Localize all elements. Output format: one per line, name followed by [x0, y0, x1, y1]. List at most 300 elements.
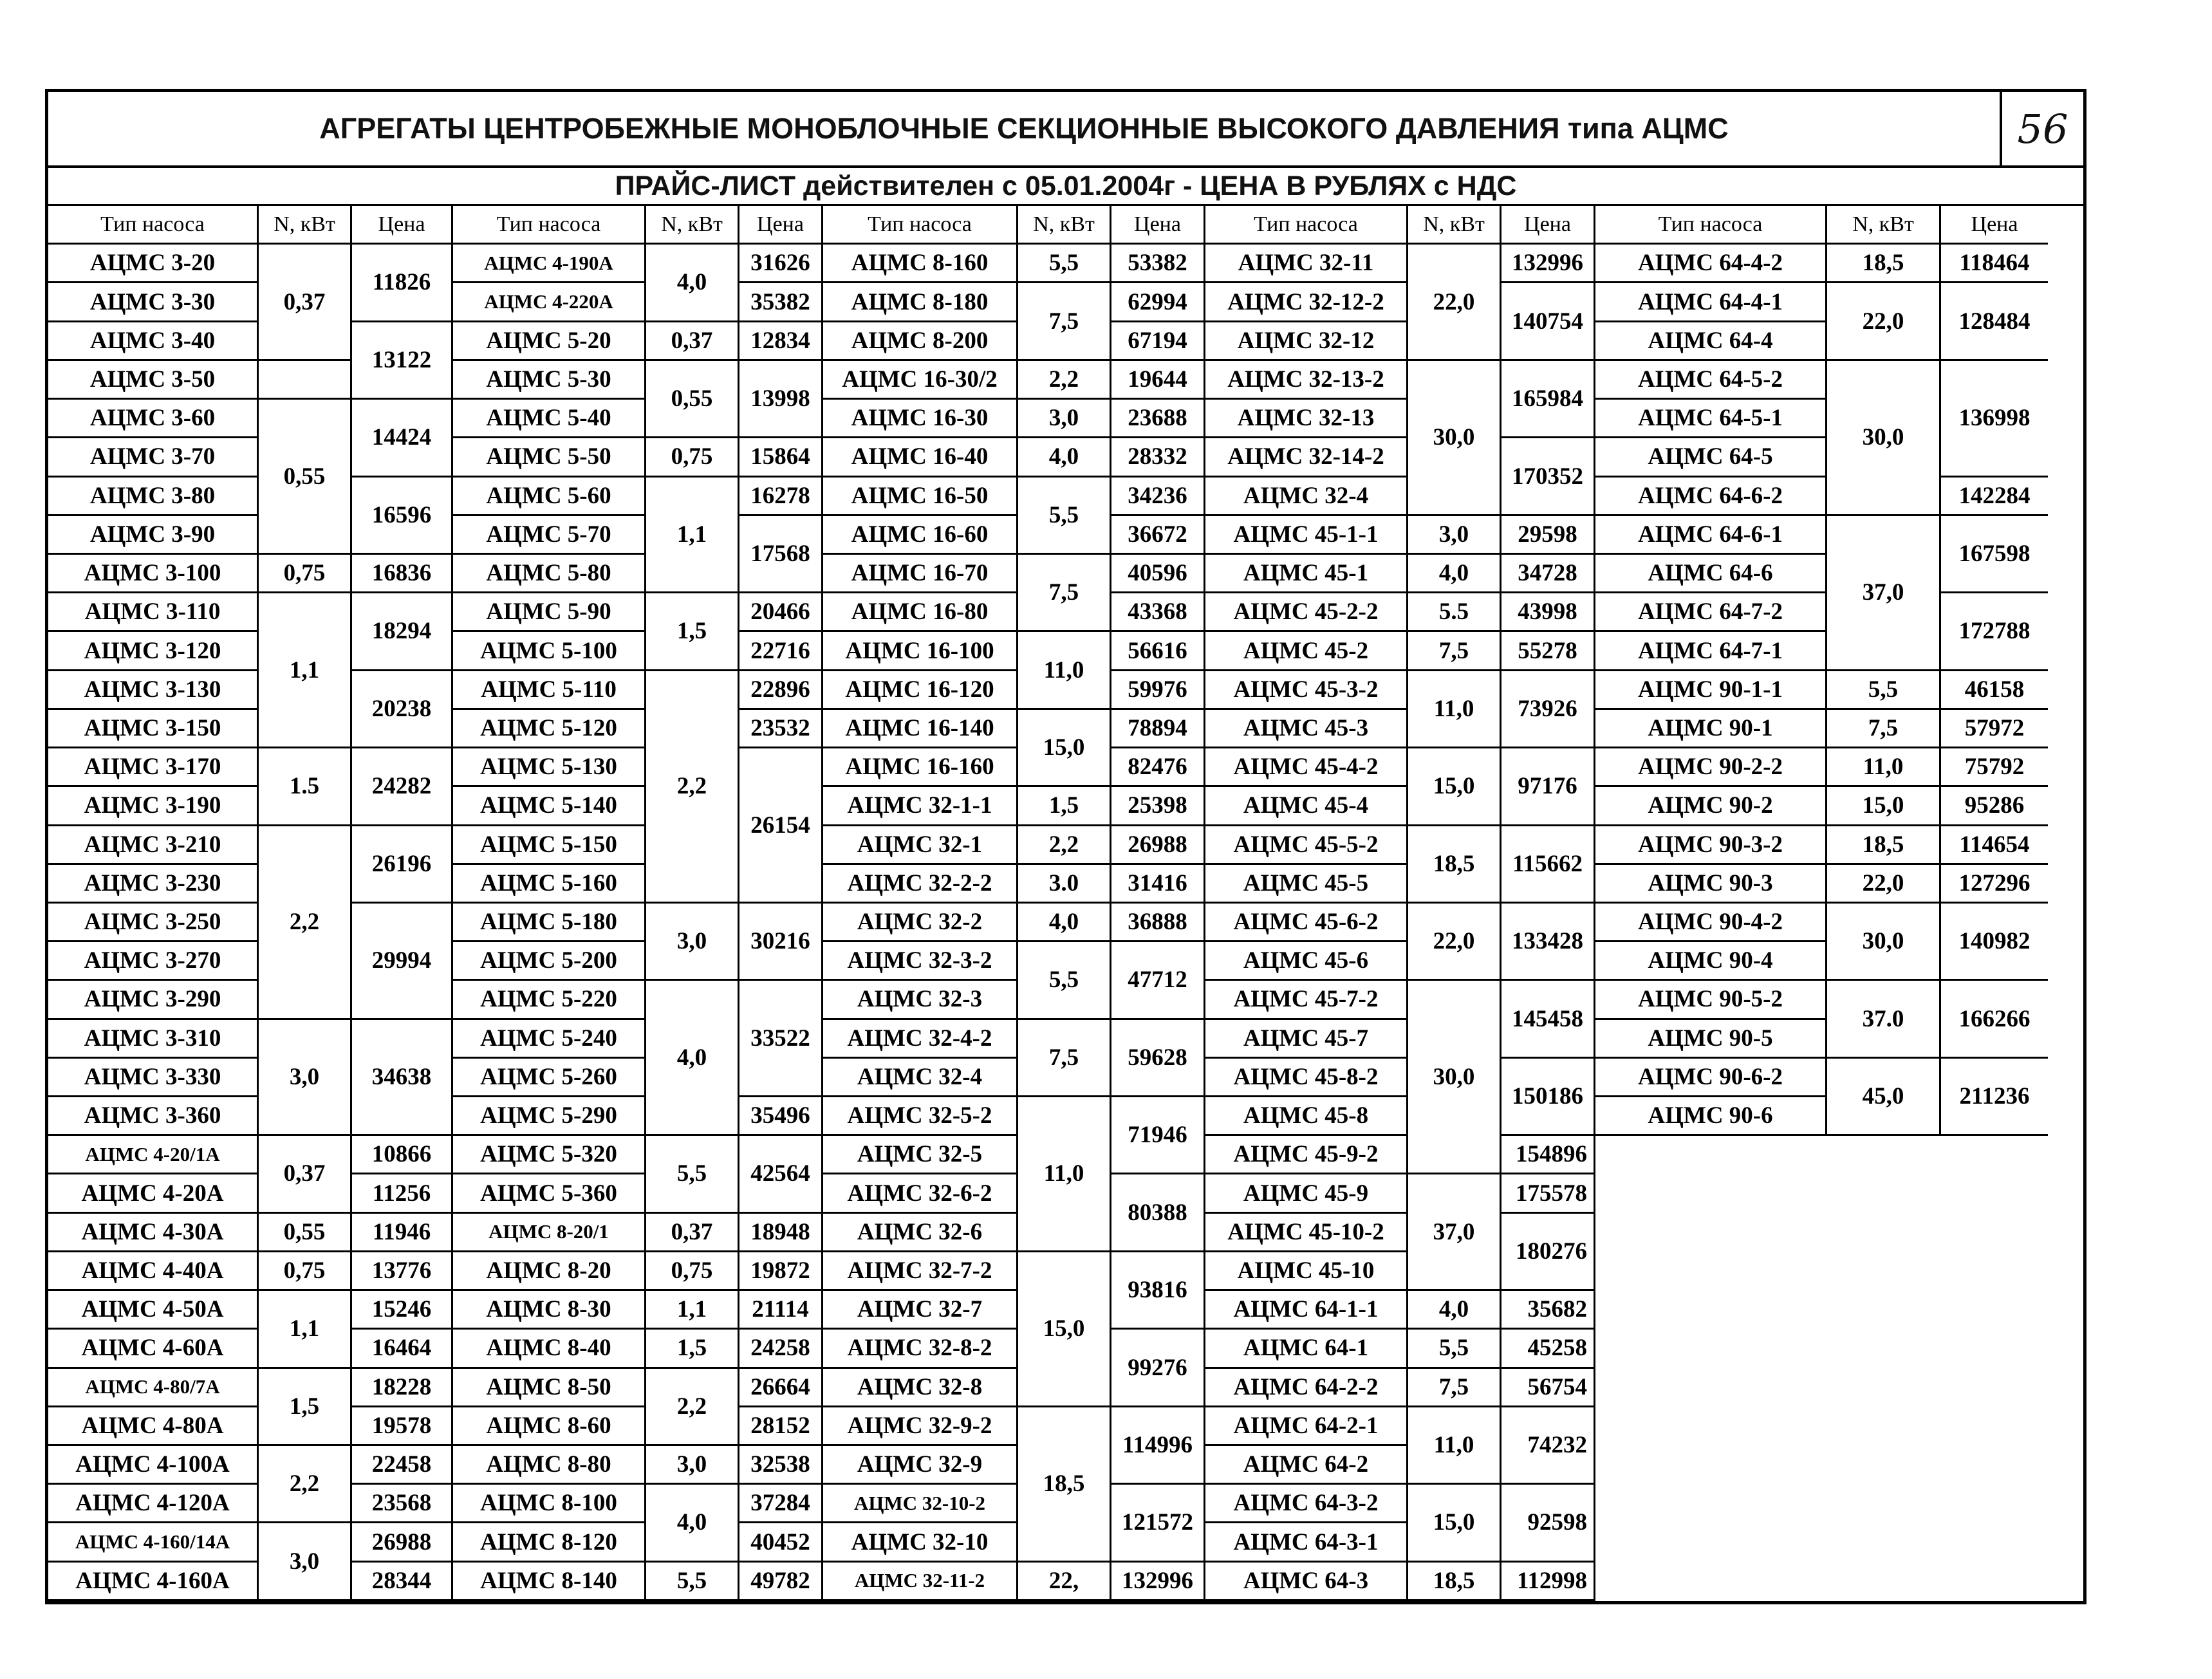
- power-kw-cell: 11,0: [1018, 632, 1111, 709]
- power-kw-cell: 0,55: [259, 400, 352, 555]
- power-kw-cell: 0,55: [646, 361, 739, 438]
- pump-type-cell: АЦМС 5-240: [453, 1020, 646, 1059]
- price-cell: 14424: [352, 400, 453, 477]
- pump-type-cell: АЦМС 3-40: [48, 322, 259, 361]
- power-kw-cell: 3,0: [646, 1446, 739, 1485]
- pump-type-cell: АЦМС 32-9: [823, 1446, 1018, 1485]
- pump-type-cell: АЦМС 5-200: [453, 942, 646, 981]
- power-kw-cell: 2,2: [646, 671, 739, 904]
- pump-type-cell: АЦМС 3-190: [48, 787, 259, 826]
- pump-type-cell: АЦМС 3-150: [48, 710, 259, 748]
- pump-type-cell: АЦМС 5-290: [453, 1097, 646, 1136]
- pump-type-cell: АЦМС 3-170: [48, 748, 259, 787]
- pump-type-cell: АЦМС 32-9-2: [823, 1407, 1018, 1446]
- pump-type-cell: АЦМС 16-50: [823, 478, 1018, 516]
- price-cell: 29598: [1501, 516, 1595, 555]
- pump-type-cell: АЦМС 3-230: [48, 865, 259, 904]
- price-cell: 47712: [1111, 942, 1205, 1019]
- power-kw-cell: 15,0: [1408, 1485, 1501, 1562]
- power-kw-cell: 0,55: [259, 1214, 352, 1252]
- price-cell: 13998: [739, 361, 823, 438]
- price-cell: 15864: [739, 438, 823, 477]
- pump-type-cell: АЦМС 90-2: [1595, 787, 1827, 826]
- pump-type-cell: АЦМС 5-20: [453, 322, 646, 361]
- pump-type-cell: АЦМС 32-11: [1205, 245, 1408, 283]
- power-kw-cell: 0,37: [259, 1136, 352, 1213]
- power-kw-cell: 2,2: [259, 1446, 352, 1523]
- price-cell: 24282: [352, 748, 453, 826]
- price-cell: 31626: [739, 245, 823, 283]
- price-cell: 18228: [352, 1369, 453, 1407]
- price-cell: 59628: [1111, 1020, 1205, 1097]
- power-kw-cell: 30,0: [1827, 904, 1941, 981]
- pump-type-cell: АЦМС 32-7: [823, 1291, 1018, 1330]
- pump-type-cell: АЦМС 64-4-1: [1595, 283, 1827, 322]
- power-kw-cell: 0,37: [646, 322, 739, 361]
- pump-type-cell: АЦМС 32-8-2: [823, 1330, 1018, 1368]
- price-table-wrap: [48, 206, 2083, 1601]
- price-cell: 19578: [352, 1407, 453, 1446]
- pump-type-cell: АЦМС 45-5-2: [1205, 826, 1408, 865]
- pump-type-cell: АЦМС 5-260: [453, 1059, 646, 1097]
- pump-type-cell: АЦМС 3-100: [48, 555, 259, 593]
- pump-type-cell: АЦМС 3-110: [48, 593, 259, 632]
- pump-type-cell: АЦМС 8-180: [823, 283, 1018, 322]
- pump-type-cell: АЦМС 5-110: [453, 671, 646, 710]
- pump-type-cell: АЦМС 16-30: [823, 400, 1018, 438]
- pump-type-cell: АЦМС 3-270: [48, 942, 259, 981]
- price-cell: 92598: [1501, 1485, 1595, 1562]
- pump-type-cell: АЦМС 45-8-2: [1205, 1059, 1408, 1097]
- pump-type-cell: АЦМС 45-3-2: [1205, 671, 1408, 710]
- pump-type-cell: АЦМС 16-40: [823, 438, 1018, 477]
- pump-type-cell: АЦМС 3-50: [48, 361, 259, 400]
- price-cell: 16464: [352, 1330, 453, 1368]
- pump-type-cell: АЦМС 64-7-1: [1595, 632, 1827, 671]
- pump-type-cell: АЦМС 45-4: [1205, 787, 1408, 826]
- power-kw-cell: 45,0: [1827, 1059, 1941, 1136]
- pump-type-cell: АЦМС 32-12-2: [1205, 283, 1408, 322]
- pump-type-cell: АЦМС 32-10-2: [823, 1485, 1018, 1523]
- pump-type-cell: АЦМС 32-1-1: [823, 787, 1018, 826]
- price-cell: 16278: [739, 478, 823, 516]
- power-kw-cell: 0,75: [646, 438, 739, 477]
- pump-type-cell: АЦМС 8-100: [453, 1485, 646, 1523]
- price-cell: 45258: [1501, 1330, 1595, 1368]
- price-cell: 121572: [1111, 1485, 1205, 1562]
- pump-type-cell: АЦМС 45-7-2: [1205, 981, 1408, 1019]
- price-cell: 53382: [1111, 245, 1205, 283]
- column-header-price: Цена: [1111, 206, 1205, 245]
- price-cell: 11256: [352, 1174, 453, 1213]
- pump-type-cell: АЦМС 64-4: [1595, 322, 1827, 361]
- pump-type-cell: АЦМС 16-30/2: [823, 361, 1018, 400]
- pump-type-cell: АЦМС 3-210: [48, 826, 259, 865]
- pump-type-cell: АЦМС 8-140: [453, 1563, 646, 1601]
- power-kw-cell: 2,2: [259, 826, 352, 1020]
- pump-type-cell: АЦМС 32-2-2: [823, 865, 1018, 904]
- pump-type-cell: АЦМС 8-200: [823, 322, 1018, 361]
- pump-type-cell: АЦМС 45-4-2: [1205, 748, 1408, 787]
- price-cell: 23568: [352, 1485, 453, 1523]
- power-kw-cell: 5,5: [646, 1563, 739, 1601]
- power-kw-cell: 7,5: [1408, 1369, 1501, 1407]
- power-kw-cell: 3.0: [1018, 865, 1111, 904]
- pump-type-cell: АЦМС 32-6-2: [823, 1174, 1018, 1213]
- pump-type-cell: АЦМС 5-40: [453, 400, 646, 438]
- price-cell: 17568: [739, 516, 823, 593]
- pump-type-cell: АЦМС 64-5: [1595, 438, 1827, 477]
- power-kw-cell: 4,0: [1018, 904, 1111, 942]
- price-cell: 18948: [739, 1214, 823, 1252]
- power-kw-cell: 30,0: [1408, 361, 1501, 516]
- pump-type-cell: АЦМС 5-70: [453, 516, 646, 555]
- power-kw-cell: 11,0: [1408, 1407, 1501, 1485]
- power-kw-cell: 7,5: [1408, 632, 1501, 671]
- power-kw-cell: 0,37: [646, 1214, 739, 1252]
- pump-type-cell: АЦМС 32-3: [823, 981, 1018, 1019]
- pump-type-cell: АЦМС 64-6: [1595, 555, 1827, 593]
- page-number: 56: [2000, 92, 2083, 165]
- price-cell: 20466: [739, 593, 823, 632]
- pump-type-cell: АЦМС 8-160: [823, 245, 1018, 283]
- power-kw-cell: 3,0: [1408, 516, 1501, 555]
- price-cell: 73926: [1501, 671, 1595, 748]
- pump-type-cell: АЦМС 16-70: [823, 555, 1018, 593]
- price-cell: 112998: [1501, 1563, 1595, 1601]
- price-cell: 97176: [1501, 748, 1595, 826]
- pump-type-cell: АЦМС 32-3-2: [823, 942, 1018, 981]
- power-kw-cell: 4,0: [646, 981, 739, 1136]
- price-cell: 114996: [1111, 1407, 1205, 1485]
- column-header-type: Тип насоса: [453, 206, 646, 245]
- price-cell: 82476: [1111, 748, 1205, 787]
- power-kw-cell: 3,0: [1018, 400, 1111, 438]
- price-cell: 11826: [352, 245, 453, 322]
- price-cell: 36672: [1111, 516, 1205, 555]
- pump-type-cell: АЦМС 32-13-2: [1205, 361, 1408, 400]
- pump-type-cell: АЦМС 8-80: [453, 1446, 646, 1485]
- price-cell: 166266: [1941, 981, 2048, 1058]
- pump-type-cell: АЦМС 90-2-2: [1595, 748, 1827, 787]
- pump-type-cell: АЦМС 16-120: [823, 671, 1018, 710]
- price-cell: 16596: [352, 478, 453, 555]
- pump-type-cell: АЦМС 4-20А: [48, 1174, 259, 1213]
- power-kw-cell: 37,0: [1827, 516, 1941, 671]
- price-cell: 35682: [1501, 1291, 1595, 1330]
- column-header-type: Тип насоса: [1595, 206, 1827, 245]
- pump-type-cell: АЦМС 32-11-2: [823, 1563, 1018, 1601]
- pump-type-cell: АЦМС 64-2-2: [1205, 1369, 1408, 1407]
- pump-type-cell: АЦМС 3-130: [48, 671, 259, 710]
- price-cell: 20238: [352, 671, 453, 748]
- power-kw-cell: 4,0: [1408, 1291, 1501, 1330]
- price-cell: 127296: [1941, 865, 2048, 904]
- pump-type-cell: АЦМС 90-4-2: [1595, 904, 1827, 942]
- pump-type-cell: АЦМС 90-6: [1595, 1097, 1827, 1136]
- pump-type-cell: АЦМС 3-20: [48, 245, 259, 283]
- pump-type-cell: АЦМС 45-2: [1205, 632, 1408, 671]
- price-cell: 114654: [1941, 826, 2048, 865]
- pump-type-cell: АЦМС 4-120А: [48, 1485, 259, 1523]
- price-cell: 31416: [1111, 865, 1205, 904]
- power-kw-cell: 0,75: [259, 1252, 352, 1291]
- price-list-subtitle: ПРАЙС-ЛИСТ действителен с 05.01.2004г - ЦЕНА В РУБЛЯХ с НДС: [48, 168, 2083, 206]
- price-cell: 154896: [1501, 1136, 1595, 1174]
- price-cell: 74232: [1501, 1407, 1595, 1485]
- power-kw-cell: 5,5: [1018, 245, 1111, 283]
- power-kw-cell: 18,5: [1408, 1563, 1501, 1601]
- power-kw-cell: 2,2: [1018, 361, 1111, 400]
- price-cell: 42564: [739, 1136, 823, 1213]
- pump-type-cell: АЦМС 4-190А: [453, 245, 646, 283]
- price-cell: 150186: [1501, 1059, 1595, 1136]
- price-cell: 78894: [1111, 710, 1205, 748]
- price-cell: 132996: [1501, 245, 1595, 283]
- column-header-type: Тип насоса: [48, 206, 259, 245]
- price-cell: 99276: [1111, 1330, 1205, 1407]
- power-kw-cell: 1,5: [646, 1330, 739, 1368]
- pump-type-cell: АЦМС 8-20/1: [453, 1214, 646, 1252]
- power-kw-cell: 1,1: [646, 478, 739, 594]
- price-cell: 62994: [1111, 283, 1205, 322]
- price-cell: 22896: [739, 671, 823, 710]
- power-kw-cell: 5.5: [1408, 593, 1501, 632]
- power-kw-cell: 1,5: [1018, 787, 1111, 826]
- pump-type-cell: АЦМС 32-6: [823, 1214, 1018, 1252]
- pump-type-cell: АЦМС 4-80А: [48, 1407, 259, 1446]
- price-cell: 75792: [1941, 748, 2048, 787]
- power-kw-cell: 4,0: [1018, 438, 1111, 477]
- pump-type-cell: АЦМС 64-2: [1205, 1446, 1408, 1485]
- price-cell: 56754: [1501, 1369, 1595, 1407]
- price-table: [48, 206, 2083, 1601]
- pump-type-cell: АЦМС 32-4-2: [823, 1020, 1018, 1059]
- pump-type-cell: АЦМС 5-150: [453, 826, 646, 865]
- price-cell: 33522: [739, 981, 823, 1097]
- price-cell: 55278: [1501, 632, 1595, 671]
- price-cell: 32538: [739, 1446, 823, 1485]
- price-cell: 56616: [1111, 632, 1205, 671]
- power-kw-cell: 3,0: [259, 1020, 352, 1136]
- pump-type-cell: АЦМС 90-3-2: [1595, 826, 1827, 865]
- pump-type-cell: АЦМС 45-2-2: [1205, 593, 1408, 632]
- pump-type-cell: АЦМС 32-5-2: [823, 1097, 1018, 1136]
- price-cell: 18294: [352, 593, 453, 671]
- price-cell: 28152: [739, 1407, 823, 1446]
- empty-area: [1595, 1134, 2048, 1601]
- price-cell: 22716: [739, 632, 823, 671]
- power-kw-cell: 5,5: [1018, 942, 1111, 1019]
- title-row: [48, 92, 2083, 168]
- pump-type-cell: АЦМС 16-100: [823, 632, 1018, 671]
- pump-type-cell: АЦМС 45-3: [1205, 710, 1408, 748]
- pump-type-cell: АЦМС 3-310: [48, 1020, 259, 1059]
- price-cell: 16836: [352, 555, 453, 593]
- price-cell: 93816: [1111, 1252, 1205, 1330]
- pump-type-cell: АЦМС 5-220: [453, 981, 646, 1019]
- price-cell: 34236: [1111, 478, 1205, 516]
- pump-type-cell: АЦМС 5-80: [453, 555, 646, 593]
- power-kw-cell: 7,5: [1018, 1020, 1111, 1097]
- price-cell: 43998: [1501, 593, 1595, 632]
- price-cell: 49782: [739, 1563, 823, 1601]
- power-kw-cell: 3,0: [259, 1523, 352, 1600]
- price-cell: 46158: [1941, 671, 2048, 710]
- pump-type-cell: АЦМС 32-1: [823, 826, 1018, 865]
- pump-type-cell: АЦМС 4-30А: [48, 1214, 259, 1252]
- pump-type-cell: АЦМС 32-7-2: [823, 1252, 1018, 1291]
- pump-type-cell: АЦМС 4-40А: [48, 1252, 259, 1291]
- price-cell: 95286: [1941, 787, 2048, 826]
- power-kw-cell: 1,1: [259, 593, 352, 748]
- price-cell: 10866: [352, 1136, 453, 1174]
- price-cell: 26988: [1111, 826, 1205, 865]
- price-cell: 140982: [1941, 904, 2048, 981]
- power-kw-cell: 15,0: [1408, 748, 1501, 826]
- pump-type-cell: АЦМС 64-5-1: [1595, 400, 1827, 438]
- column-header-price: Цена: [1941, 206, 2048, 245]
- pump-type-cell: АЦМС 45-5: [1205, 865, 1408, 904]
- column-header-price: Цена: [352, 206, 453, 245]
- price-cell: 19872: [739, 1252, 823, 1291]
- price-cell: 132996: [1111, 1563, 1205, 1601]
- column-header-power: N, кВт: [1827, 206, 1941, 245]
- price-cell: 13122: [352, 322, 453, 400]
- power-kw-cell: 18,5: [1827, 826, 1941, 865]
- price-cell: 167598: [1941, 516, 2048, 593]
- pump-type-cell: АЦМС 45-10: [1205, 1252, 1408, 1291]
- price-cell: 71946: [1111, 1097, 1205, 1174]
- column-header-power: N, кВт: [646, 206, 739, 245]
- power-kw-cell: 0,37: [259, 245, 352, 361]
- power-kw-cell: 2,2: [1018, 826, 1111, 865]
- pump-type-cell: АЦМС 5-180: [453, 904, 646, 942]
- power-kw-cell: 11,0: [1018, 1097, 1111, 1252]
- price-cell: 142284: [1941, 478, 2048, 516]
- pump-type-cell: АЦМС 32-12: [1205, 322, 1408, 361]
- power-kw-cell: 5,5: [646, 1136, 739, 1213]
- column-header-type: Тип насоса: [1205, 206, 1408, 245]
- pump-type-cell: АЦМС 5-50: [453, 438, 646, 477]
- pump-type-cell: АЦМС 32-14-2: [1205, 438, 1408, 477]
- power-kw-cell: 1,5: [646, 593, 739, 671]
- power-kw-cell: 37.0: [1827, 981, 1941, 1058]
- pump-type-cell: АЦМС 16-80: [823, 593, 1018, 632]
- power-kw-cell: 7,5: [1018, 283, 1111, 360]
- pump-type-cell: АЦМС 90-3: [1595, 865, 1827, 904]
- price-cell: 40596: [1111, 555, 1205, 593]
- column-header-power: N, кВт: [1408, 206, 1501, 245]
- price-cell: 35496: [739, 1097, 823, 1136]
- pump-type-cell: АЦМС 16-160: [823, 748, 1018, 787]
- pump-type-cell: АЦМС 45-6: [1205, 942, 1408, 981]
- power-kw-cell: 4,0: [646, 1485, 739, 1562]
- price-cell: 11946: [352, 1214, 453, 1252]
- price-cell: 34638: [352, 1020, 453, 1136]
- power-kw-cell: 15,0: [1827, 787, 1941, 826]
- price-cell: 37284: [739, 1485, 823, 1523]
- pump-type-cell: АЦМС 32-13: [1205, 400, 1408, 438]
- pump-type-cell: АЦМС 8-60: [453, 1407, 646, 1446]
- pump-type-cell: АЦМС 3-290: [48, 981, 259, 1019]
- power-kw-cell: 30,0: [1408, 981, 1501, 1174]
- pump-type-cell: АЦМС 4-220А: [453, 283, 646, 322]
- pump-type-cell: АЦМС 5-360: [453, 1174, 646, 1213]
- power-kw-cell: [259, 361, 352, 400]
- power-kw-cell: 30,0: [1827, 361, 1941, 516]
- pump-type-cell: АЦМС 64-5-2: [1595, 361, 1827, 400]
- price-cell: 118464: [1941, 245, 2048, 283]
- price-cell: 170352: [1501, 438, 1595, 515]
- price-cell: 67194: [1111, 322, 1205, 361]
- price-cell: 19644: [1111, 361, 1205, 400]
- power-kw-cell: 4,0: [646, 245, 739, 322]
- pump-type-cell: АЦМС 8-50: [453, 1369, 646, 1407]
- pump-type-cell: АЦМС 8-20: [453, 1252, 646, 1291]
- price-cell: 23532: [739, 710, 823, 748]
- pump-type-cell: АЦМС 45-9: [1205, 1174, 1408, 1213]
- pump-type-cell: АЦМС 3-360: [48, 1097, 259, 1136]
- power-kw-cell: 22,0: [1827, 283, 1941, 360]
- pump-type-cell: АЦМС 32-10: [823, 1523, 1018, 1562]
- price-cell: 30216: [739, 904, 823, 981]
- price-cell: 13776: [352, 1252, 453, 1291]
- pump-type-cell: АЦМС 90-4: [1595, 942, 1827, 981]
- pump-type-cell: АЦМС 64-4-2: [1595, 245, 1827, 283]
- pump-type-cell: АЦМС 5-100: [453, 632, 646, 671]
- pump-type-cell: АЦМС 4-160А: [48, 1563, 259, 1601]
- price-cell: 34728: [1501, 555, 1595, 593]
- power-kw-cell: 11,0: [1827, 748, 1941, 787]
- pump-type-cell: АЦМС 5-130: [453, 748, 646, 787]
- pump-type-cell: АЦМС 64-3-2: [1205, 1485, 1408, 1523]
- price-cell: 35382: [739, 283, 823, 322]
- power-kw-cell: 37,0: [1408, 1174, 1501, 1291]
- power-kw-cell: 5,5: [1018, 478, 1111, 555]
- power-kw-cell: 1,1: [646, 1291, 739, 1330]
- price-cell: 43368: [1111, 593, 1205, 632]
- pump-type-cell: АЦМС 90-5: [1595, 1020, 1827, 1059]
- pump-type-cell: АЦМС 32-5: [823, 1136, 1018, 1174]
- price-cell: 57972: [1941, 710, 2048, 748]
- power-kw-cell: 0,75: [646, 1252, 739, 1291]
- pump-type-cell: АЦМС 5-90: [453, 593, 646, 632]
- price-cell: 26196: [352, 826, 453, 904]
- pump-type-cell: АЦМС 3-60: [48, 400, 259, 438]
- pump-type-cell: АЦМС 3-90: [48, 516, 259, 555]
- pump-type-cell: АЦМС 16-140: [823, 710, 1018, 748]
- pump-type-cell: АЦМС 90-1: [1595, 710, 1827, 748]
- power-kw-cell: 4,0: [1408, 555, 1501, 593]
- pump-type-cell: АЦМС 90-6-2: [1595, 1059, 1827, 1097]
- power-kw-cell: 7,5: [1827, 710, 1941, 748]
- price-cell: 136998: [1941, 361, 2048, 478]
- power-kw-cell: 15,0: [1018, 1252, 1111, 1407]
- price-cell: 24258: [739, 1330, 823, 1368]
- power-kw-cell: 0,75: [259, 555, 352, 593]
- pump-type-cell: АЦМС 3-80: [48, 478, 259, 516]
- power-kw-cell: 18,5: [1018, 1407, 1111, 1563]
- price-cell: 23688: [1111, 400, 1205, 438]
- power-kw-cell: 1.5: [259, 748, 352, 826]
- pump-type-cell: АЦМС 3-250: [48, 904, 259, 942]
- pump-type-cell: АЦМС 5-320: [453, 1136, 646, 1174]
- power-kw-cell: 18,5: [1408, 826, 1501, 904]
- power-kw-cell: 5,5: [1827, 671, 1941, 710]
- price-cell: 211236: [1941, 1059, 2048, 1136]
- power-kw-cell: 7,5: [1018, 555, 1111, 632]
